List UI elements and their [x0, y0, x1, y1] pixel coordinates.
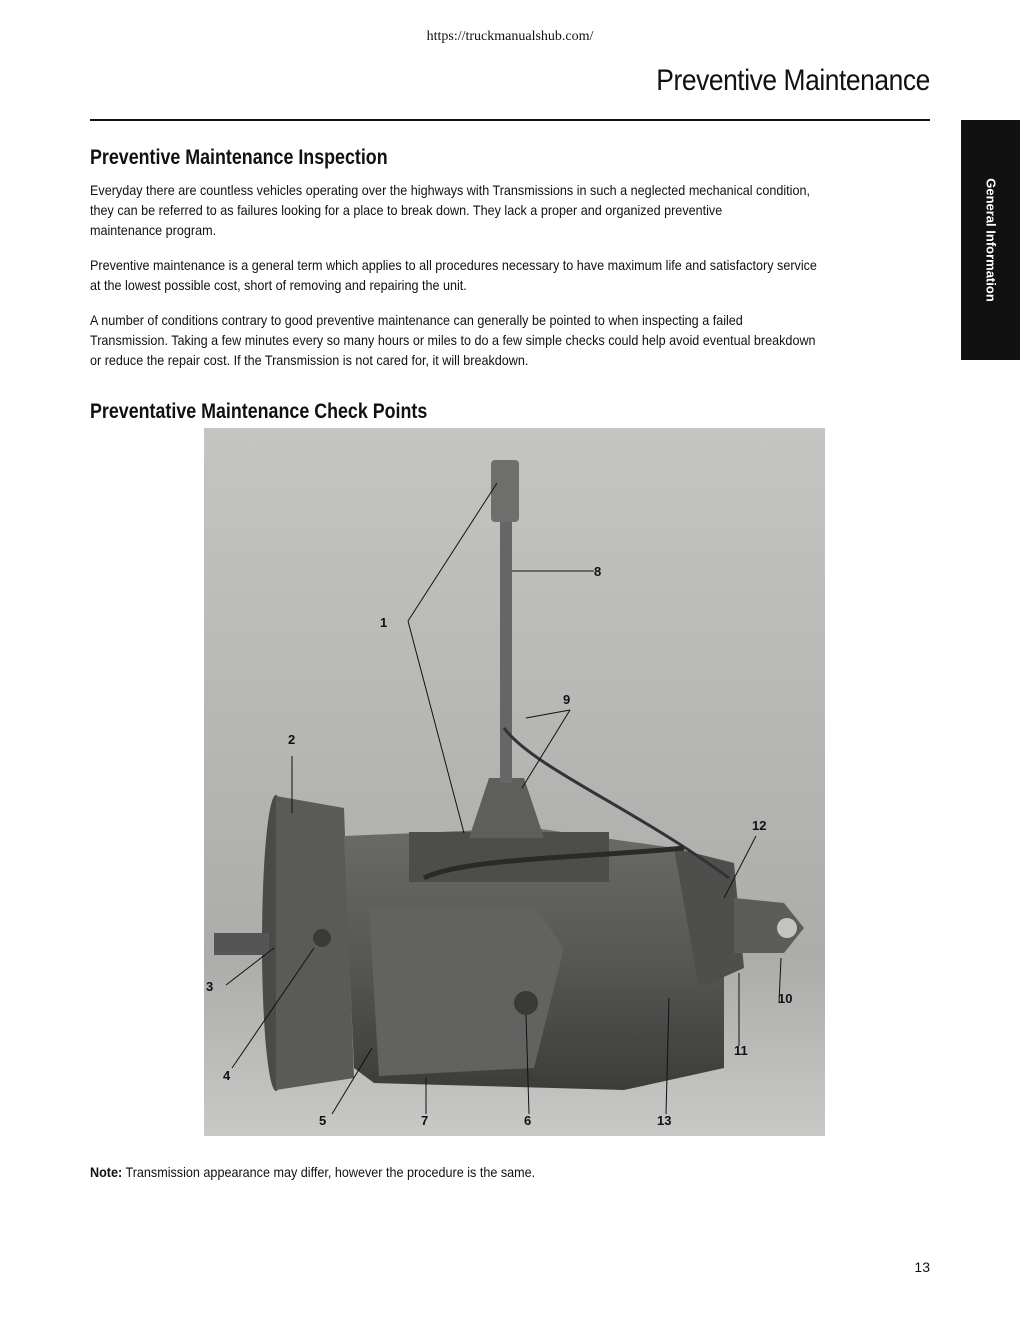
header-rule	[90, 119, 930, 121]
source-url: https://truckmanualshub.com/	[426, 29, 594, 44]
transmission-photo	[204, 428, 825, 1136]
callout-5: 5	[319, 1113, 327, 1128]
callout-11: 11	[734, 1043, 748, 1058]
checkpoints-heading: Preventative Maintenance Check Points	[90, 400, 428, 423]
callout-10: 10	[778, 991, 793, 1006]
page-number: 13	[914, 1259, 930, 1275]
paragraph-1	[90, 180, 940, 240]
side-tab-label: General Information	[983, 178, 998, 302]
side-tab	[961, 120, 1020, 360]
callout-3: 3	[206, 979, 214, 994]
paragraph-line: maintenance program.	[90, 222, 217, 238]
callout-1: 1	[380, 615, 388, 630]
callout-12: 12	[752, 818, 767, 833]
callout-7: 7	[421, 1113, 429, 1128]
callout-4: 4	[223, 1068, 231, 1083]
paragraph-line: Preventive maintenance is a general term which applies to all procedures necessary to have maximum life and satisfactory service	[90, 257, 817, 273]
paragraph-line: at the lowest possible cost, short of removing and repairing the unit.	[90, 277, 467, 293]
section-title: Preventive Maintenance	[656, 64, 930, 97]
paragraph-2	[90, 255, 940, 295]
callout-9: 9	[563, 692, 571, 707]
callout-13: 13	[657, 1113, 672, 1128]
callout-6: 6	[524, 1113, 532, 1128]
paragraph-line: A number of conditions contrary to good preventive maintenance can generally be pointed to when inspecting a failed	[90, 312, 743, 328]
callout-8: 8	[594, 564, 602, 579]
note-text: Transmission appearance may differ, however the procedure is the same.	[122, 1164, 536, 1180]
paragraph-line: they can be referred to as failures looking for a place to break down. They lack a proper and organized preventive	[90, 202, 723, 218]
paragraph-line: Everyday there are countless vehicles operating over the highways with Transmissions in such a neglected mechanical condition,	[90, 182, 810, 198]
inspection-heading: Preventive Maintenance Inspection	[90, 146, 388, 169]
paragraph-line: Transmission. Taking a few minutes every so many hours or miles to do a few simple checks could help avoid eventual breakdown	[90, 332, 816, 348]
paragraph-line: or reduce the repair cost. If the Transmission is not cared for, it will breakdown.	[90, 352, 529, 368]
note	[90, 1164, 535, 1180]
callout-2: 2	[288, 732, 296, 747]
note-label: Note:	[90, 1164, 123, 1180]
paragraph-3	[90, 310, 940, 370]
